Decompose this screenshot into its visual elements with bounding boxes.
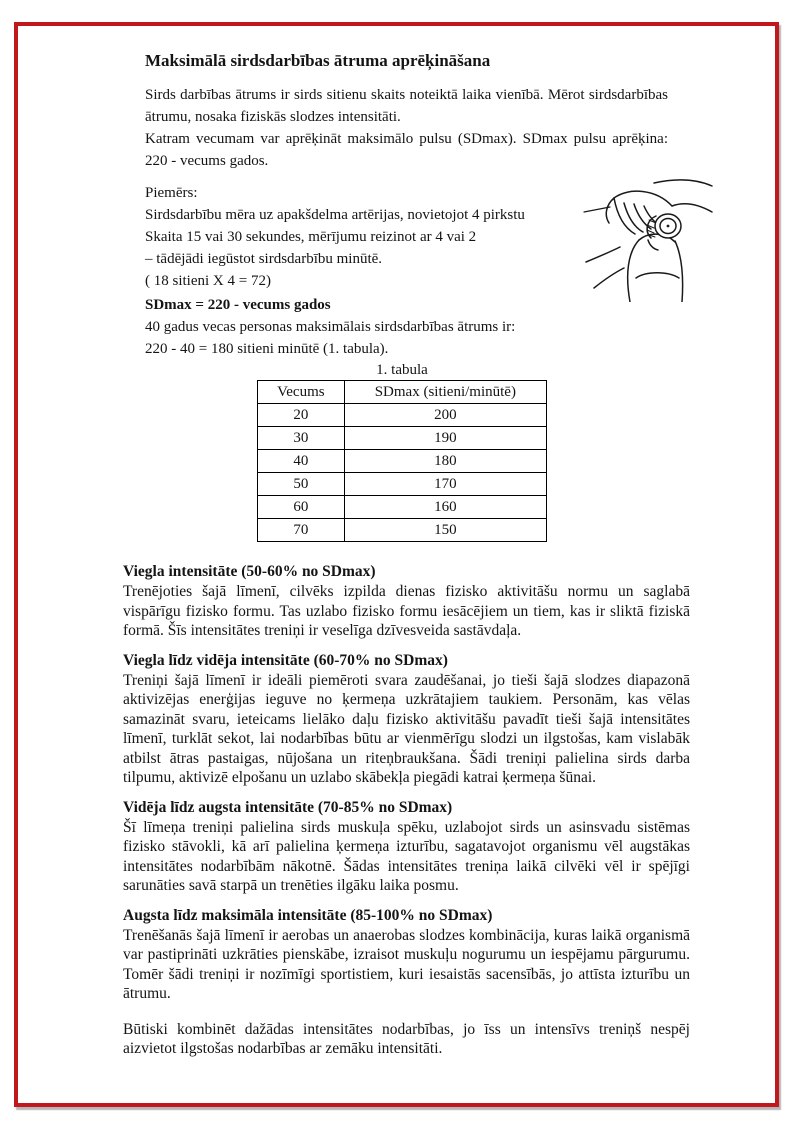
- pulse-check-drawing-icon: [582, 176, 714, 302]
- page-title: Maksimālā sirdsdarbības ātruma aprēķināšana: [145, 51, 491, 70]
- table-row: [258, 404, 547, 427]
- table-header-sdmax: SDmax (sitieni/minūtē): [344, 381, 546, 404]
- table-cell-age: 70: [258, 519, 345, 542]
- table-cell-sdmax: 200: [344, 404, 546, 427]
- table-cell-sdmax: 160: [344, 496, 546, 519]
- intro-paragraphs: [145, 84, 668, 172]
- table-row: [258, 473, 547, 496]
- table-cell-age: 20: [258, 404, 345, 427]
- intro-paragraph-2: Katram vecumam var aprēķināt maksimālo pulsu (SDmax). SDmax pulsu aprēķina: 220 - vecums gados.: [145, 131, 668, 169]
- section-medium-to-high-intensity: [123, 798, 690, 896]
- table-row: [258, 450, 547, 473]
- section-body: Treniņi šajā līmenī ir ideāli piemēroti svara zaudēšanai, jo tieši šajā slodzes diapazonā aktivizējas enerģijas ieguve no ķermeņa uzkrātajiem taukiem. Personām, kas vēlas samazināt svaru, ieteicams lielāko daļu fizisko aktivitāšu pavadīt tieši šajā intensitātes līmenī, turklāt sekot, lai nodarbības būtu ar vienmērīgu slodzi un ilgstošas, kam vislabāk atbilst ātras pastaigas, nūjošana un riteņbraukšana. Šādi treniņi palielina sirds darba tilpumu, aktivizē elpošanu un uzlabo skābekļa piegādi katrai ķermeņa šūnai.: [123, 671, 690, 786]
- formula-line-1: 40 gadus vecas personas maksimālais sirdsdarbības ātrums ir:: [145, 319, 516, 335]
- pulse-check-illustration: [582, 176, 714, 302]
- table-header-age: Vecums: [258, 381, 345, 404]
- table-cell-sdmax: 180: [344, 450, 546, 473]
- table-cell-sdmax: 170: [344, 473, 546, 496]
- intro-paragraph-1: Sirds darbības ātrums ir sirds sitienu skaits noteiktā laika vienībā. Mērot sirdsdarbības ātrumu, nosaka fiziskās slodzes intensitāti.: [145, 87, 668, 125]
- section-body: Trenējoties šajā līmenī, cilvēks izpilda dienas fizisko aktivitāšu normu un saglabā vispārīgu fizisko formu. Tas uzlabo fizisko formu iesācējiem un tiem, kas ir sliktā fiziskā formā. Šīs intensitātes treniņi ir veselīga dzīvesveida sastāvdaļa.: [123, 583, 690, 639]
- example-line-1: Sirdsdarbību mēra uz apakšdelma artērijas, novietojot 4 pirkstu: [145, 207, 525, 223]
- section-heading: Vidēja līdz augsta intensitāte (70-85% no SDmax): [123, 798, 453, 816]
- table-cell-age: 60: [258, 496, 345, 519]
- example-line-3: – tādējādi iegūstot sirdsdarbību minūtē.: [145, 251, 383, 267]
- table-header-row: [258, 381, 547, 404]
- section-heading: Augsta līdz maksimāla intensitāte (85-100% no SDmax): [123, 906, 493, 924]
- example-label: Piemērs:: [145, 185, 198, 201]
- formula-heading: SDmax = 220 - vecums gados: [145, 297, 331, 313]
- table-cell-age: 50: [258, 473, 345, 496]
- example-line-2: Skaita 15 vai 30 sekundes, mērījumu reizinot ar 4 vai 2: [145, 229, 477, 245]
- section-heading: Viegla intensitāte (50-60% no SDmax): [123, 563, 376, 580]
- section-light-to-medium-intensity: [123, 651, 690, 788]
- section-body: Šī līmeņa treniņi palielina sirds muskuļa spēku, uzlabojot sirds un asinsvadu sistēmas fizisko stāvokli, kā arī palielina ķermeņa izturību, sagatavojot organismu vēl augstākas intensitātes nodarbībām nākotnē. Šādas intensitātes treniņa laikā cilvēki vēl ir spējīgi sarunāties savā starpā un trenēties ilgāku laika posmu.: [123, 818, 690, 894]
- sdmax-table: [257, 380, 547, 542]
- sdmax-table-block: [257, 362, 547, 542]
- table-cell-sdmax: 190: [344, 427, 546, 450]
- table-row: [258, 496, 547, 519]
- section-high-to-max-intensity: [123, 906, 690, 1004]
- section-body: Trenēšanās šajā līmenī ir aerobas un anaerobas slodzes kombinācija, kuras laikā organismā var pastiprināti uzkrāties pienskābe, izraisot muskuļu nogurumu un iespējamu pārgurumu. Tomēr šādi treniņi ir nozīmīgi sportistiem, kuri iesaistās sacensībās, jo attīsta izturību un ātrumu.: [123, 926, 690, 1002]
- section-heading: Viegla līdz vidēja intensitāte (60-70% no SDmax): [123, 651, 448, 669]
- formula-line-2: 220 - 40 = 180 sitieni minūtē (1. tabula).: [145, 341, 389, 357]
- table-cell-sdmax: 150: [344, 519, 546, 542]
- table-row: [258, 427, 547, 450]
- table-row: [258, 519, 547, 542]
- formula-block: [145, 294, 668, 360]
- intensity-sections: [123, 562, 690, 1059]
- table-cell-age: 30: [258, 427, 345, 450]
- example-line-4: ( 18 sitieni X 4 = 72): [145, 273, 271, 289]
- section-light-intensity: [123, 562, 690, 641]
- table-cell-age: 40: [258, 450, 345, 473]
- closing-paragraph: Būtiski kombinēt dažādas intensitātes nodarbības, jo īss un intensīvs treniņš nespēj aizvietot ilgstošas nodarbības ar zemāku intensitāti.: [123, 1020, 690, 1057]
- table-caption: 1. tabula: [376, 362, 428, 378]
